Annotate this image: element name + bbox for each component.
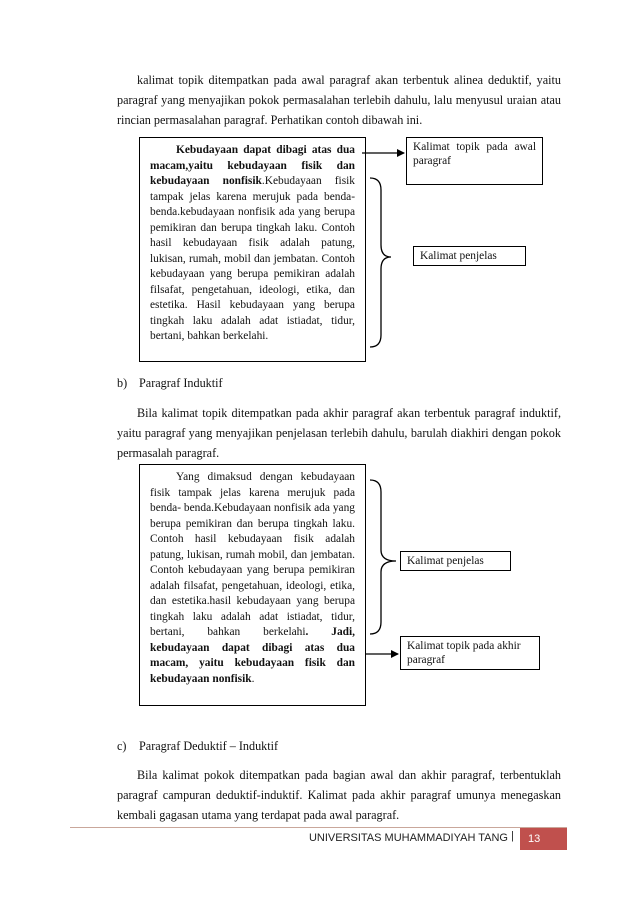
label-topic-end: Kalimat topik pada akhir paragraf [400, 636, 540, 670]
section-c-paragraph: Bila kalimat pokok ditempatkan pada bagian awal dan akhir paragraf, terbentuklah paragraf campuran deduktif-induktif. Kalimat pada akhir paragraf umunya menegaskan kembali gagasan utama yang terdapat pada awal paragraf. [117, 768, 561, 822]
topic-sentence-bold: Kebudayaan dapat dibagi atas dua macam,yaitu kebudayaan fisik dan kebudayaan nonfisik [150, 144, 355, 187]
label-topic-start: Kalimat topik pada awal paragraf [406, 137, 543, 185]
label-explainer-1: Kalimat penjelas [413, 246, 526, 266]
label-explainer-2: Kalimat penjelas [400, 551, 511, 571]
footer-university: UNIVERSITAS MUHAMMADIYAH TANG [308, 832, 508, 844]
explainer-sentences: .Kebudayaan fisik tampak jelas karena merujuk pada benda-benda.kebudayaan nonfisik ada yang berupa pemikiran dan berupa tingkah laku. Contoh hasil kebudayaan fisik adalah patung, lukisan, rumah, mobil dan jembatan. Contoh kebudayaan yang berupa pemikiran adalah filsafat, pengetahuan, ideologi, etika, dan estetika. Hasil kebudayaan yang berupa tingkah laku adalah adat istiadat, tidur, bertani, bahkan berkelahi. [150, 175, 355, 342]
footer-separator: | [511, 830, 514, 842]
brace-explainer-1 [370, 178, 391, 347]
section-b-title: Paragraf Induktif [139, 376, 223, 390]
explainer-sentences-2: Yang dimaksud dengan kebudayaan fisik tampak jelas karena merujuk pada benda- benda.Kebudayaan nonfisik ada yang berupa pemikiran dan berupa tingkah laku. Contoh hasil kebudayaan fisik adalah patung, lukisan, rumah mobil, dan jembatan. Contoh kebudayaan yang berupa pemikiran adalah filsafat, pengetahuan, ideologi, etika, dan estetika.hasil kebudayaan yang berupa tingkah laku adalah adat istiadat, tidur, bertani, bahkan berkelahi [150, 471, 355, 638]
page-number: 13 [520, 828, 567, 850]
section-c-marker: c) [117, 739, 127, 753]
section-b-marker: b) [117, 376, 128, 390]
topic-sentence-bold-2: . Jadi, kebudayaan dapat dibagi atas dua macam, yaitu kebudayaan fisik dan kebudayaan nonfisik [150, 626, 356, 685]
footer-rule [70, 827, 567, 828]
section-c-title: Paragraf Deduktif – Induktif [139, 739, 279, 753]
intro-paragraph: kalimat topik ditempatkan pada awal paragraf akan terbentuk alinea deduktif, yaitu paragraf yang menyajikan pokok permasalahan terlebih dahulu, lalu menyusul uraian atau rincian permasalahan paragraf. Perhatikan contoh dibawah ini. [117, 73, 561, 127]
brace-explainer-2 [370, 480, 396, 634]
section-b-paragraph: Bila kalimat topik ditempatkan pada akhir paragraf akan terbentuk paragraf induktif, yaitu paragraf yang menyajikan penjelasan terlebih dahulu, barulah diakhiri dengan pokok permasalah paragraf. [117, 406, 561, 460]
closing-period: . [251, 672, 255, 685]
